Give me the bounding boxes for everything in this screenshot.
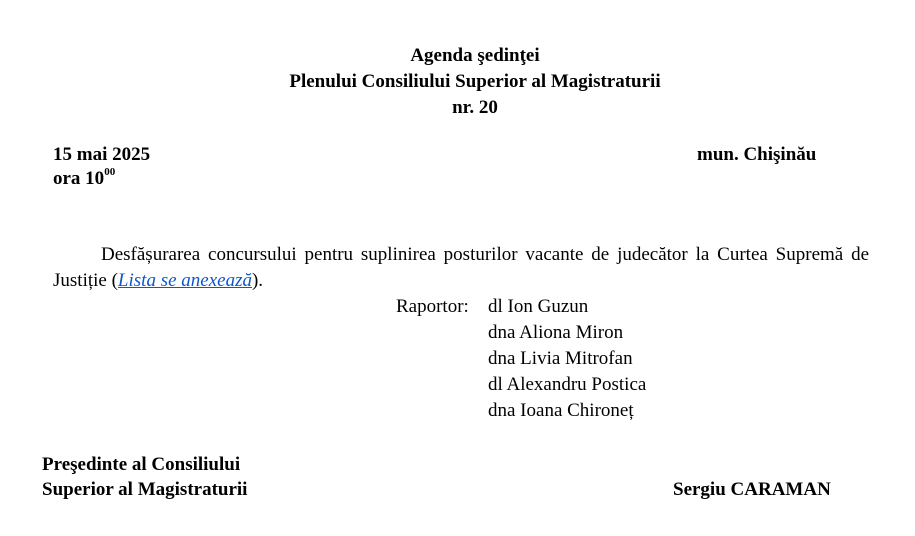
rapporteur-name: dl Alexandru Postica [488,374,647,395]
rapporteur-name: dna Ioana Chironeț [488,400,634,421]
agenda-item-paragraph [53,242,869,294]
signatory-role-line1: Preşedinte al Consiliului [42,454,241,475]
rapporteur-name: dna Aliona Miron [488,322,624,343]
agenda-title: Agenda şedinţei [410,45,540,66]
annex-list-link[interactable]: Lista se anexează [117,270,252,291]
meeting-time [53,168,115,190]
rapporteur-name: dna Livia Mitrofan [488,348,633,369]
rapporteur-list [396,294,646,424]
rapporteur-label: Raportor: [396,296,469,317]
agenda-item-text: Desfășurarea concursului pentru suplinirea posturilor vacante de judecător la Curtea Supremă de Justiție ( [53,244,869,291]
signatory-name: Sergiu CARAMAN [673,479,831,500]
signatory-role-line2: Superior al Magistraturii [42,479,248,500]
meeting-location: mun. Chişinău [697,144,817,165]
meeting-date: 15 mai 2025 [53,144,151,165]
rapporteur-name: dl Ion Guzun [488,296,589,317]
agenda-item-text-end: ). [251,270,264,291]
meeting-time-hour: ora 10 [53,168,105,189]
meeting-number: nr. 20 [452,97,498,118]
meeting-time-minutes: 00 [104,166,116,178]
council-name: Plenului Consiliului Superior al Magistraturii [289,71,661,92]
